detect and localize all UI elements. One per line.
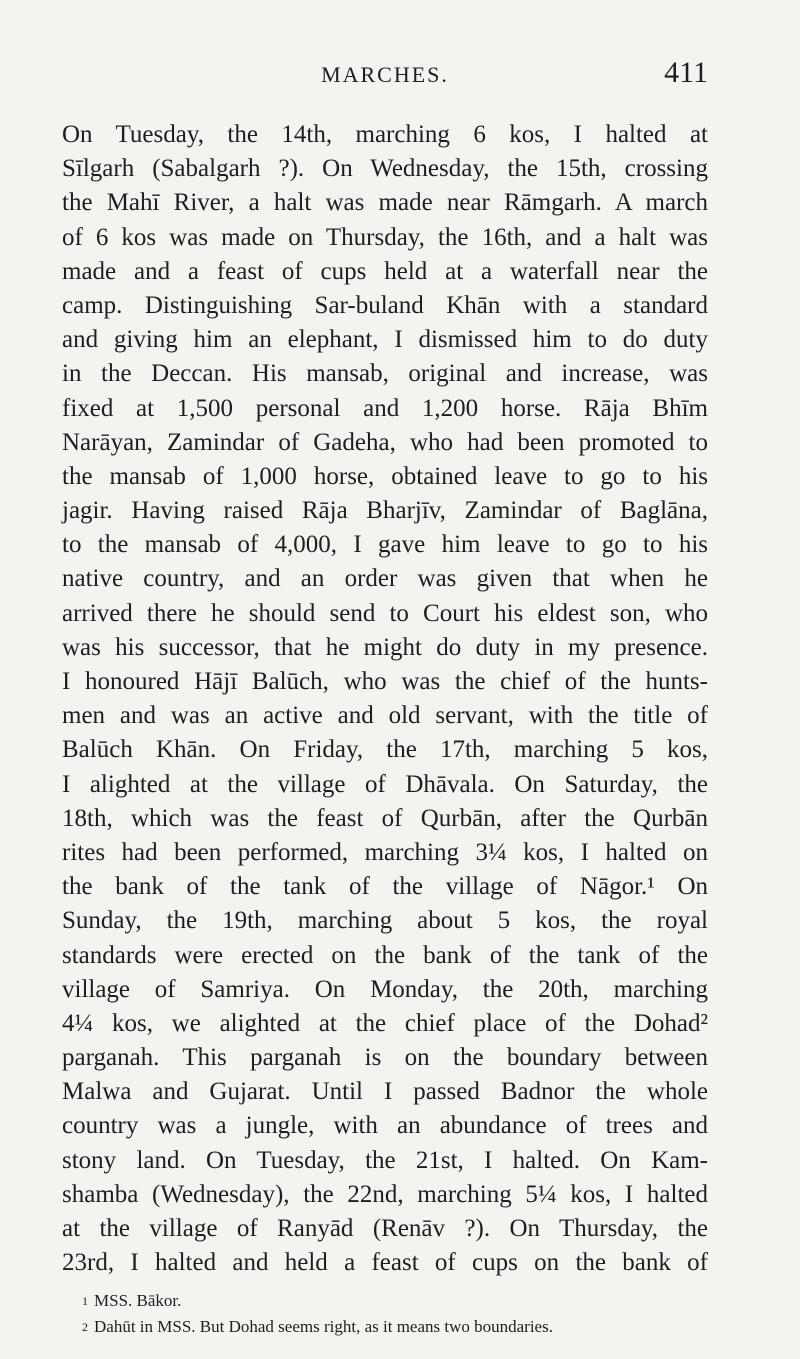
footnote	[82, 1314, 712, 1340]
text-line: Narāyan, Zamindar of Gadeha, who had been promoted to	[62, 428, 708, 456]
text-line: fixed at 1,500 personal and 1,200 horse. Rāja Bhīm	[62, 394, 708, 422]
text-line: jagir. Having raised Rāja Bharjīv, Zamindar of Baglāna,	[62, 497, 708, 525]
text-line: standards were erected on the bank of the tank of the	[62, 941, 708, 969]
footnote-mark: 2	[82, 1320, 88, 1334]
text-line: the bank of the tank of the village of Nāgor.¹ On	[62, 873, 708, 901]
text-line: camp. Distinguishing Sar-buland Khān with a standard	[62, 291, 708, 319]
text-line: parganah. This parganah is on the boundary between	[62, 1044, 708, 1072]
text-line: to the mansab of 4,000, I gave him leave to go to his	[62, 531, 708, 559]
text-line: native country, and an order was given that when he	[62, 565, 708, 593]
text-line: I honoured Hājī Balūch, who was the chief of the hunts-	[62, 668, 708, 695]
page-header	[62, 54, 708, 94]
text-line: 23rd, I halted and held a feast of cups on the bank of	[62, 1249, 708, 1277]
text-line: in the Deccan. His mansab, original and increase, was	[62, 360, 708, 388]
footnote	[82, 1288, 712, 1314]
text-line: was his successor, that he might do duty in my presence.	[62, 633, 708, 661]
text-line: shamba (Wednesday), the 22nd, marching 5¼ kos, I halted	[62, 1180, 708, 1208]
text-line: made and a feast of cups held at a waterfall near the	[62, 257, 708, 285]
text-line: country was a jungle, with an abundance of trees and	[62, 1112, 708, 1140]
text-line: Sunday, the 19th, marching about 5 kos, the royal	[62, 907, 708, 935]
footnote-mark: 1	[82, 1294, 88, 1308]
text-line: On Tuesday, the 14th, marching 6 kos, I halted at	[62, 121, 708, 148]
text-line: Sīlgarh (Sabalgarh ?). On Wednesday, the 15th, crossing	[62, 155, 708, 183]
text-line: Balūch Khān. On Friday, the 17th, marching 5 kos,	[62, 736, 708, 764]
text-line: of 6 kos was made on Thursday, the 16th, and a halt was	[62, 223, 708, 251]
text-line: village of Samriya. On Monday, the 20th, marching	[62, 975, 708, 1003]
text-line: 4¼ kos, we alighted at the chief place of the Dohad²	[62, 1009, 708, 1037]
text-line: the Mahī River, a halt was made near Rāmgarh. A march	[62, 189, 708, 217]
text-line: arrived there he should send to Court his eldest son, who	[62, 599, 708, 627]
running-head: MARCHES.	[321, 62, 449, 87]
text-line: and giving him an elephant, I dismissed him to do duty	[62, 326, 708, 354]
text-line: I alighted at the village of Dhāvala. On Saturday, the	[62, 770, 708, 798]
text-line: men and was an active and old servant, with the title of	[62, 702, 708, 730]
footnote-text: MSS. Bākor.	[94, 1291, 182, 1310]
text-line: rites had been performed, marching 3¼ kos, I halted on	[62, 838, 708, 866]
footnotes	[82, 1288, 712, 1340]
text-line: Malwa and Gujarat. Until I passed Badnor the whole	[62, 1078, 708, 1106]
footnote-text: Dahūt in MSS. But Dohad seems right, as it means two boundaries.	[94, 1317, 553, 1336]
text-line: at the village of Ranyād (Renāv ?). On Thursday, the	[62, 1215, 708, 1242]
text-line: stony land. On Tuesday, the 21st, I halted. On Kam-	[62, 1146, 708, 1174]
text-line: 18th, which was the feast of Qurbān, after the Qurbān	[62, 804, 708, 832]
page-number: 411	[664, 56, 708, 89]
body-text	[62, 118, 708, 1280]
text-line: the mansab of 1,000 horse, obtained leave to go to his	[62, 462, 708, 490]
